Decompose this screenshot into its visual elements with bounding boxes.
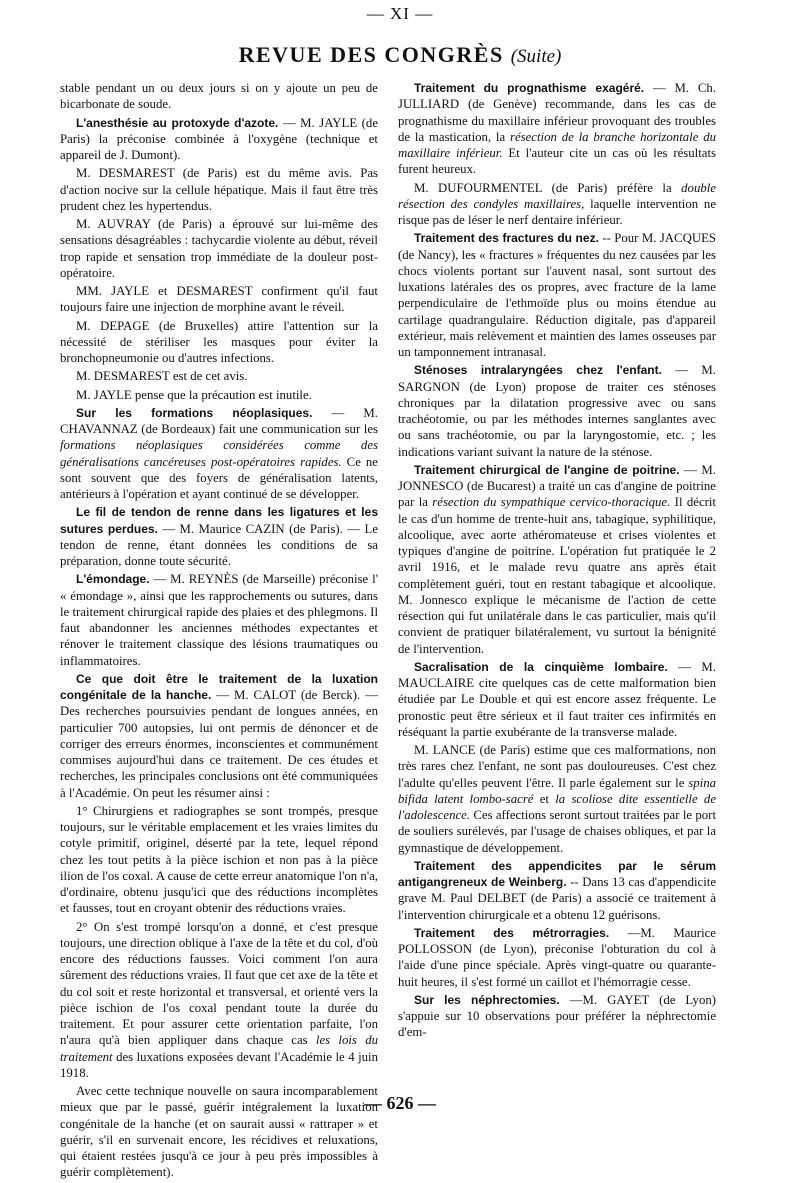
section-heading: Sacralisation de la cinquième lombaire. (414, 659, 668, 674)
paragraph: M. DEPAGE (de Bruxelles) attire l'attention sur la nécessité de stériliser les masques pour éviter la bronchopneumonie ou d'autres infections. (60, 318, 378, 365)
paragraph (60, 919, 378, 1082)
paragraph-text: —M. Maurice POLLOSSON (de Lyon), préconise l'obturation du col à l'aide d'une pince spéciale. Après vingt-quatre ou quarante-huit heures, il s'est formé un caillot et l'hémorragie cesse. (398, 925, 716, 989)
paragraph: M. DESMAREST (de Paris) est du même avis. Pas d'action nocive sur la cellule hépatique. Mais il faut être très prudent chez les hypertendus. (60, 166, 378, 213)
section-heading: Traitement chirurgical de l'angine de poitrine. (414, 462, 680, 477)
emphasis-text: double résection des condyles maxillaires, (398, 180, 716, 211)
emphasis-text: les lois du traitement (60, 1033, 378, 1064)
paragraph (398, 462, 716, 657)
paragraph (398, 992, 716, 1041)
paragraph-text: — M. SARGNON (de Lyon) propose de traiter ces sténoses chroniques par la dilatation progressive avec ou sans trachéotomie, ou par les méthodes internes sanglantes avec ou sans trachéotomie, ou par la laryngostomie, etc. ; les indications variant suivant la nature de la sténose. (398, 363, 716, 459)
paragraph (60, 571, 378, 669)
paragraph (398, 362, 716, 460)
paragraph (60, 115, 378, 164)
section-heading: L'anesthésie au protoxyde d'azote. (76, 115, 279, 130)
paragraph-text: laquelle intervention ne risque pas de léser le nerf dentaire inférieur. (398, 196, 716, 227)
paragraph (398, 80, 716, 178)
paragraph-text: — M. JAYLE (de Paris) la préconise combinée à l'oxygène (technique et appareil de J. Dumont). (60, 115, 378, 162)
paragraph-text: Ces affections seront surtout traitées par le port de souliers surélevés, par l'usage de chaises obliques, et par la gymnastique de développement. (398, 808, 716, 855)
paragraph-text: — M. Ch. JULLIARD (de Genève) recommande, dans les cas de prognathisme du maxillaire inférieur provoquant des troubles de la mastication, la (398, 81, 716, 144)
left-column (60, 80, 378, 1183)
paragraph-text: et (533, 791, 556, 806)
paragraph: 1° Chirurgiens et radiographes se sont trompés, presque toujours, sur le véritable emplacement et les vraies limites du cotyle primitif, originel, déserté par la tete, lequel répond chez les tout petits à la pièce ischion et non pas à la pièce ilion de l'os coxal. A cause de cette erreur anatomique l'on n'a, d'ordinaire, obtenu jusqu'ici que des réductions incomplètes et fausses, tout en croyant obtenir des réductions vraies. (60, 803, 378, 916)
paragraph-text: 2° On s'est trompé lorsqu'on a donné, et c'est presque toujours, une direction oblique à l'axe de la tête et du col, d'où encore des réductions fausses. Voici comment l'on aura sûrement des réductions vraies. Il faut que cet axe de la tête et du col soit et reste horizontal et transversal, et orienté vers la pièce ischion de l'os coxal pendant toute la durée du traitement. Et pour assurer cette orientation parfaite, l'on n'aura qu'à bien appliquer dans chaque cas (60, 919, 378, 1048)
header-suite: (Suite) (510, 46, 562, 67)
paragraph-text: — M. MAUCLAIRE cite quelques cas de cette malformation bien étudiée par Le Double et qui est encore assez fréquente. Le pronostic peut être sérieux et il faut traiter ces infirmités en réséquant la partie exubérante de la transverse malade. (398, 659, 716, 739)
paragraph-text: -- Dans 13 cas d'appendicite grave M. Paul DELBET (de Paris) a associé ce traitement à l'intervention chirurgicale et a obtenu 12 guérisons. (398, 875, 717, 922)
paragraph-text: -- Pour M. JACQUES (de Nancy), les « fractures » fréquentes du nez causées par les chocs violents portant sur l'auvent nasal, sont surtout des luxations latérales des os propres, avec fracture de la lame perpendiculaire de l'ethmoïde plus ou moins étendue au cartilage quadrangulaire. Réduction digitale, pas d'appareil extérieur, mais relèvement et maintien des lames osseuses par un tamponnement intranasal. (398, 231, 716, 359)
paragraph (60, 405, 378, 503)
paragraph (398, 180, 716, 229)
section-heading: Ce que doit être le traitement de la luxation congénitale de la hanche. (60, 671, 378, 702)
paragraph: M. AUVRAY (de Paris) a éprouvé sur lui-même des sensations désagréables : tachycardie violente au début, réveil trop rapide et sensation trop immédiate de la douleur post-opératoire. (60, 217, 378, 280)
paragraph-text: Il décrit le cas d'un homme de trente-huit ans, tabagique, syphilitique, alcoolique, avec aorte athéromateuse et crises violentes et typiques d'angine de poitrine. L'opération fut pratiquée le 2 avril 1916, et le malade revu quatre ans après était complètement guéri, tout en restant tabagique et alcoolique. M. Jonnesco explique le mécanisme de l'action de cette résection qui fut unilatérale dans le cas particulier, mais qu'il convient de pratiquer bilatéralement, vu surtout la bénignité de l'intervention. (398, 495, 716, 656)
paragraph: Avec cette technique nouvelle on saura incomparablement mieux que par le passé, guérir intégralement la luxation congénitale de la hanche (et on saurait aussi « rattraper » et guérir, s'il en survenait encore, les récidives et reluxations, qui étaient restées jusqu'à ce jour à peu près impossibles à guérir complètement). (60, 1084, 378, 1180)
section-heading: Traitement du prognathisme exagéré. (414, 81, 645, 95)
paragraph-text: — M. CALOT (de Berck). — Des recherches poursuivies pendant de longues années, en particulier 700 autopsies, lui ont permis de dénoncer et de corriger des erreurs énormes, inconscientes et communément commises aujourd'hui dans ce traitement. De ces études et recherches, les principales conclusions ont été communiquées à l'Académie. On peut les résumer ainsi : (60, 688, 378, 800)
paragraph-text: — M. REYNÈS (de Marseille) préconise l' « émondage », ainsi que les rapprochements ou sutures, dans le traitement chirurgical rapide des plaies et des phlegmons. Il faut abandonner les anciennes méthodes expectantes et rénover le traitement classique des lésions traumatiques ou inflammatoires. (60, 572, 378, 668)
section-heading: Sur les formations néoplasiques. (76, 405, 313, 420)
emphasis-text: formations néoplasiques considérées comme des généralisations cancéreuses post-opératoires rapides. (60, 438, 378, 469)
paragraph: stable pendant un ou deux jours si on y ajoute un peu de bicarbonate de soude. (60, 81, 378, 112)
paragraph: M. JAYLE pense que la précaution est inutile. (76, 387, 312, 402)
emphasis-text: spina bifida latent lombo-sacré (398, 775, 716, 806)
section-heading: L'émondage. (76, 572, 150, 587)
right-column (398, 80, 716, 1043)
header-title: REVUE DES CONGRÈS (238, 42, 504, 67)
paragraph (398, 742, 716, 856)
paragraph-text: Ce ne sont souvent que des foyers de généralisation latents, antérieurs à l'opération et ayant continué de se développer. (60, 454, 378, 501)
paragraph-text: —M. GAYET (de Lyon) s'appuie sur 10 observations pour préférer la néphrectomie d'em- (398, 992, 716, 1040)
emphasis-text: résection du sympathique cervico-thoracique. (432, 495, 671, 510)
section-heading: Traitement des appendicites par le sérum antigangreneux de Weinberg. (398, 858, 716, 889)
page-header (0, 42, 800, 68)
emphasis-text: la scoliose dite essentielle de l'adolescence. (398, 791, 716, 822)
paragraph-text: M. LANCE (de Paris) estime que ces malformations, non très rares chez l'enfant, ne sont pas douloureuses. C'est chez l'adulte qu'elles peuvent l'être. Il parle également sur le (398, 743, 716, 790)
section-heading: Sténoses intralaryngées chez l'enfant. (414, 363, 662, 378)
paragraph (398, 230, 716, 360)
paragraph (398, 925, 716, 990)
section-heading: Le fil de tendon de renne dans les ligatures et les sutures perdues. (60, 505, 378, 536)
section-heading: Sur les néphrectomies. (414, 992, 560, 1007)
paragraph: MM. JAYLE et DESMAREST confirment qu'il faut toujours faire une injection de morphine avant le réveil. (60, 284, 378, 315)
paragraph-text: Et l'auteur cite un cas où les résultats furent heureux. (398, 146, 716, 177)
paragraph: M. DESMAREST est de cet avis. (76, 369, 248, 384)
paragraph-text: — M. CHAVANNAZ (de Bordeaux) fait une communication sur les (60, 405, 378, 436)
paragraph (398, 858, 716, 923)
section-heading: Traitement des fractures du nez. (414, 231, 599, 246)
paragraph-text: — M. Maurice CAZIN (de Paris). — Le tendon de renne, étant données les conditions de sa préparation, donne toute sécurité. (60, 521, 379, 568)
section-heading: Traitement des métrorragies. (414, 925, 610, 940)
paragraph-text: des luxations exposées devant l'Académie le 4 juin 1918. (60, 1049, 378, 1080)
paragraph (60, 504, 378, 569)
paragraph-text: M. DUFOURMENTEL (de Paris) préfère la (414, 180, 682, 195)
paragraph (398, 659, 716, 740)
roman-page-number: — XI — (366, 4, 434, 23)
paragraph (60, 671, 378, 801)
emphasis-text: résection de la branche horizontale du maxillaire inférieur. (398, 129, 716, 160)
page-number: — 626 — (364, 1093, 436, 1113)
paragraph-text: — M. JONNESCO (de Bucarest) a traité un cas d'angine de poitrine par la (398, 462, 716, 510)
